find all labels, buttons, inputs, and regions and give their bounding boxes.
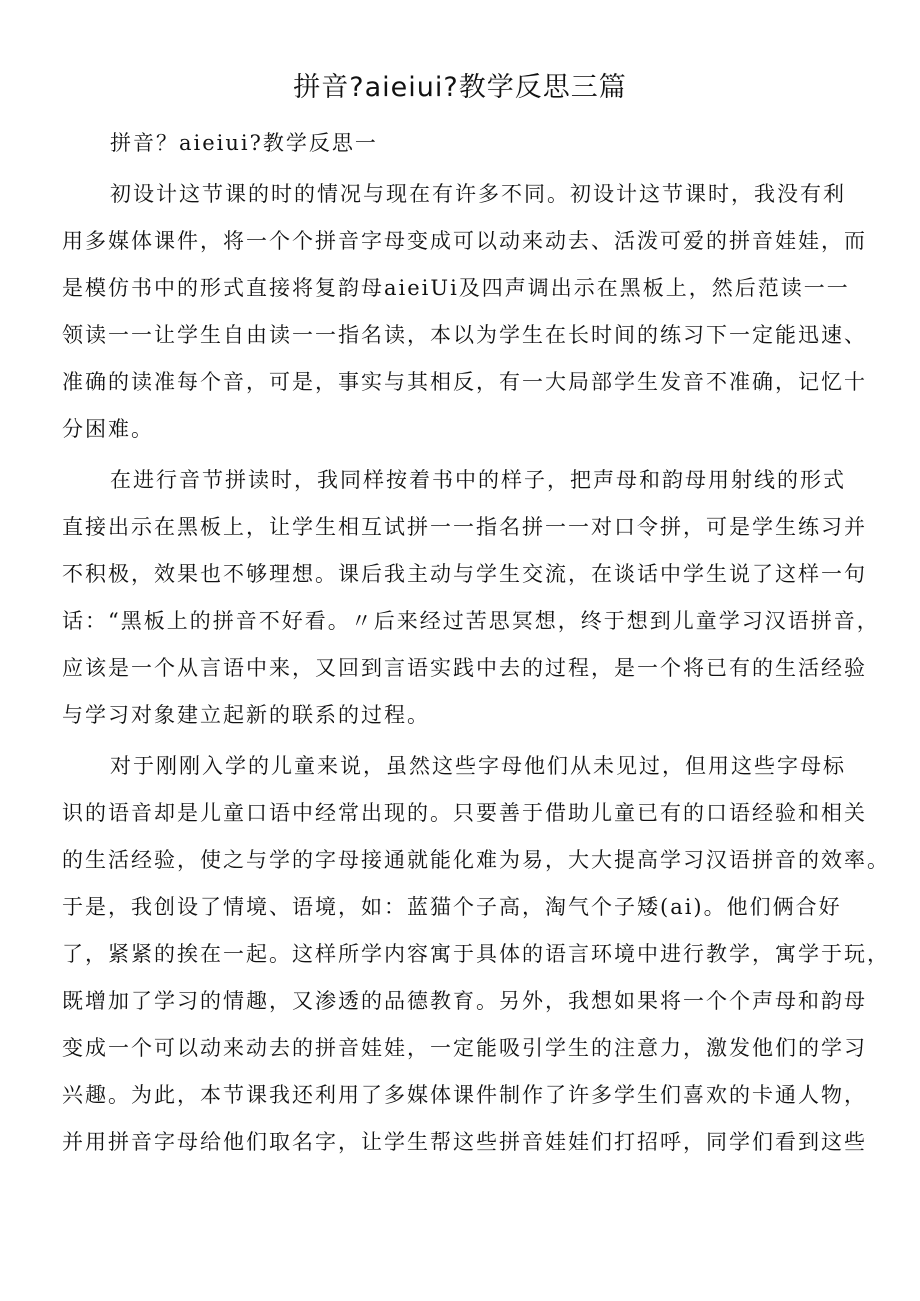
paragraph-line: 直接出示在黑板上，让学生相互试拼一一指名拼一一对口令拼，可是学生练习并 bbox=[62, 515, 867, 539]
paragraph-line: 准确的读准每个音，可是，事实与其相反，有一大局部学生发音不准确，记忆十 bbox=[62, 370, 867, 394]
paragraph-line: 既增加了学习的情趣，又渗透的品德教育。另外，我想如果将一个个声母和韵母 bbox=[62, 989, 867, 1013]
document-title: 拼音?aieiui?教学反思三篇 bbox=[293, 72, 627, 103]
paragraph-line: 领读一一让学生自由读一一指名读，本以为学生在长时间的练习下一定能迅速、 bbox=[62, 323, 867, 347]
paragraph-line: 应该是一个从言语中来，又回到言语实践中去的过程，是一个将已有的生活经验 bbox=[62, 656, 867, 680]
paragraph-line: 用多媒体课件，将一个个拼音字母变成可以动来动去、活泼可爱的拼音娃娃，而 bbox=[62, 229, 867, 253]
document-body bbox=[62, 120, 890, 1166]
paragraph-line: 对于刚刚入学的儿童来说，虽然这些字母他们从未见过，但用这些字母标 bbox=[110, 754, 846, 778]
paragraph-line: 与学习对象建立起新的联系的过程。 bbox=[62, 703, 430, 727]
paragraph-line: 变成一个可以动来动去的拼音娃娃，一定能吸引学生的注意力，激发他们的学习 bbox=[62, 1036, 867, 1060]
paragraph-line: 在进行音节拼读时，我同样按着书中的样子，把声母和韵母用射线的形式 bbox=[110, 468, 846, 492]
paragraph-line: 识的语音却是儿童口语中经常出现的。只要善于借助儿童已有的口语经验和相关 bbox=[62, 801, 867, 825]
paragraph-line: 是模仿书中的形式直接将复韵母aieiUi及四声调出示在黑板上，然后范读一一 bbox=[62, 276, 850, 300]
paragraph-line: 初设计这节课的时的情况与现在有许多不同。初设计这节课时，我没有利 bbox=[110, 182, 846, 206]
paragraph-line: 于是，我创设了情境、语境，如：蓝猫个子高，淘气个子矮(ai)。他们俩合好 bbox=[62, 895, 842, 919]
section-heading: 拼音？aieiui?教学反思一 bbox=[110, 131, 378, 155]
paragraph-line: 的生活经验，使之与学的字母接通就能化难为易，大大提高学习汉语拼音的效率。 bbox=[62, 848, 890, 872]
paragraph-line: 了，紧紧的挨在一起。这样所学内容寓于具体的语言环境中进行教学，寓学于玩， bbox=[62, 942, 890, 966]
paragraph-line: 话：“黑板上的拼音不好看。〃后来经过苦思冥想，终于想到儿童学习汉语拼音， bbox=[62, 609, 880, 633]
paragraph-line: 兴趣。为此，本节课我还利用了多媒体课件制作了许多学生们喜欢的卡通人物， bbox=[62, 1083, 867, 1107]
paragraph-line: 并用拼音字母给他们取名字，让学生帮这些拼音娃娃们打招呼，同学们看到这些 bbox=[62, 1130, 867, 1154]
paragraph-line: 不积极，效果也不够理想。课后我主动与学生交流，在谈话中学生说了这样一句 bbox=[62, 562, 867, 586]
paragraph-line: 分困难。 bbox=[62, 417, 154, 441]
